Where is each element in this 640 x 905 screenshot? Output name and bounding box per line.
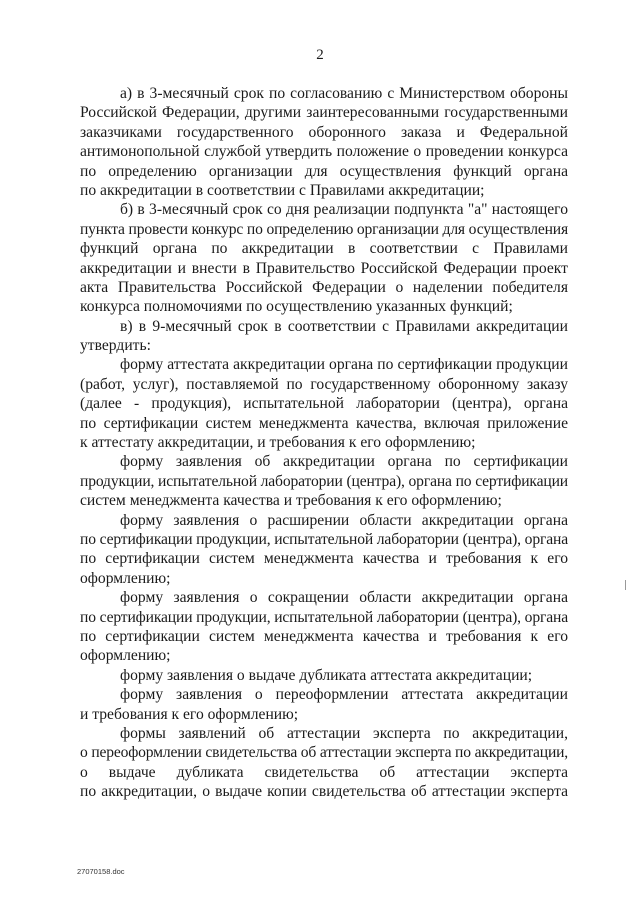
text-line: конкурса полномочиями по осуществлению указанных функций; xyxy=(80,298,513,316)
text-line: форму заявления о переоформлении аттестата аккредитации xyxy=(120,686,568,704)
text-line: систем менеджмента качества и требования к его оформлению; xyxy=(80,492,502,510)
text-line: оформлению; xyxy=(80,569,171,587)
text-line: (далее - продукция), испытательной лаборатории (центра), органа xyxy=(80,395,568,413)
text-line: продукции, испытательной лаборатории (центра), органа по сертификации xyxy=(80,472,568,490)
text-line: Российской Федерации, другими заинтересованными государственными xyxy=(80,104,568,122)
text-line: по сертификации продукции, испытательной лаборатории (центра), органа xyxy=(80,608,568,626)
text-line: а) в 3-месячный срок по согласованию с Министерством обороны xyxy=(120,85,568,102)
page-number: 2 xyxy=(316,47,324,63)
margin-mark xyxy=(625,580,630,590)
text-line: заказчиками государственного оборонного заказа и Федеральной xyxy=(80,123,568,141)
text-line: функций органа по аккредитации в соответствии с Правилами xyxy=(80,240,568,258)
text-line: оформлению; xyxy=(80,647,171,665)
text-line: по аккредитации в соответствии с Правилами аккредитации; xyxy=(80,181,485,199)
text-line: по аккредитации, о выдаче копии свидетельства об аттестации эксперта xyxy=(80,783,568,801)
text-line: формы заявлений об аттестации эксперта по аккредитации, xyxy=(120,724,568,742)
text-line: антимонопольной службой утвердить положение о проведении конкурса xyxy=(80,143,568,161)
text-line: по сертификации систем менеджмента качества и требования к его xyxy=(80,627,568,645)
text-line: по сертификации систем менеджмента качества, включая приложение xyxy=(80,414,568,432)
text-line: (работ, услуг), поставляемой по государственному оборонному заказу xyxy=(80,375,568,393)
text-line: аккредитации и внести в Правительство Российской Федерации проект xyxy=(80,259,568,277)
file-name-footer: 27070158.doc xyxy=(77,867,125,876)
text-line: форму аттестата аккредитации органа по сертификации продукции xyxy=(120,356,568,374)
text-line: по сертификации систем менеджмента качества и требования к его xyxy=(80,550,568,568)
text-line: утвердить: xyxy=(80,337,151,355)
text-line: форму заявления о расширении области аккредитации органа xyxy=(120,511,568,529)
text-line: и требования к его оформлению; xyxy=(80,705,299,723)
text-line: форму заявления об аккредитации органа по сертификации xyxy=(120,453,568,471)
text-line: форму заявления о выдаче дубликата аттестата аккредитации; xyxy=(120,666,533,684)
document-body xyxy=(80,84,568,801)
text-line: акта Правительства Российской Федерации о наделении победителя xyxy=(80,278,568,296)
text-line: о переоформлении свидетельства об аттестации эксперта по аккредитации, xyxy=(80,744,568,762)
text-line: б) в 3-месячный срок со дня реализации подпункта "а" настоящего xyxy=(120,201,568,219)
text-line: по определению организации для осуществления функций органа xyxy=(80,162,568,180)
text-line: пункта провести конкурс по определению организации для осуществления xyxy=(80,220,568,238)
text-line: о выдаче дубликата свидетельства об аттестации эксперта xyxy=(80,763,568,781)
text-line: по сертификации продукции, испытательной лаборатории (центра), органа xyxy=(80,530,568,548)
text-line: в) в 9-месячный срок в соответствии с Правилами аккредитации xyxy=(120,317,568,335)
text-line: форму заявления о сокращении области аккредитации органа xyxy=(120,589,568,607)
text-line: к аттестату аккредитации, и требования к его оформлению; xyxy=(80,434,476,452)
